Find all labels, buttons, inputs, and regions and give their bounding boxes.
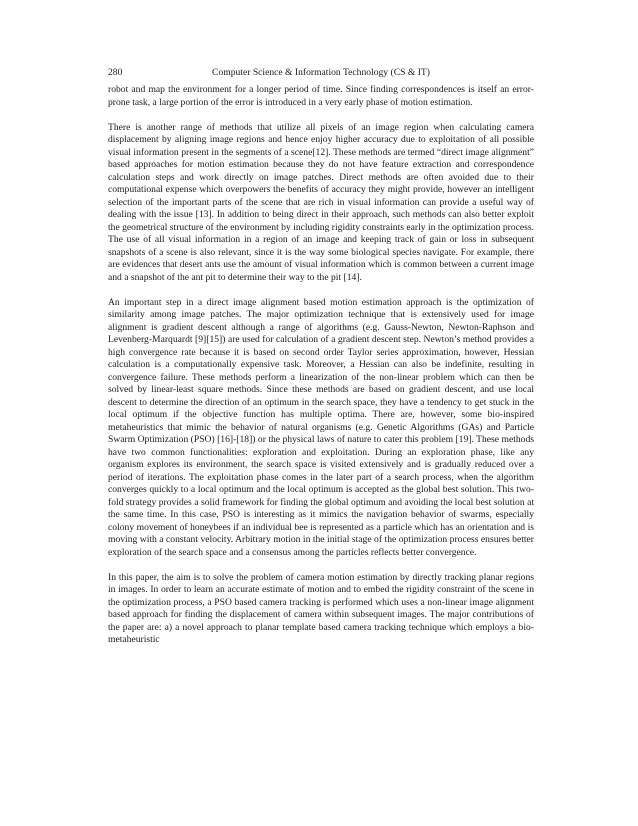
journal-name: Computer Science & Information Technology (CS & IT) (212, 67, 430, 78)
paragraph-4: In this paper, the aim is to solve the problem of camera motion estimation by directly tracking planar regions in images. In order to learn an accurate estimate of motion and to embed the rigidity constraint of the scene in the optimization process, a PSO based camera tracking is performed which uses a non-linear image alignment based approach for finding the displacement of camera within subsequent images. The major contributions of the paper are: a) a novel approach to planar template based camera tracking technique which employs a bio-metaheuristic (108, 571, 534, 645)
running-header (108, 66, 534, 79)
paragraph-2: There is another range of methods that utilize all pixels of an image region when calculating camera displacement by aligning image regions and hence enjoy higher accuracy due to exploitation of all possible visual information present in the segments of a scene[12]. These methods are termed “direct image alignment” based approaches for motion estimation because they do not have feature extraction and correspondence calculation steps and work directly on image patches. Direct methods are often avoided due to their computational expense which overpowers the benefits of accuracy they might provide, however an intelligent selection of the important parts of the scene that are rich in visual information can provide a useful way of dealing with the issue [13]. In addition to being direct in their approach, such methods can also better exploit the geometrical structure of the environment by including rigidity constraints early in the optimization process. The use of all visual information in a region of an image and keeping track of gain or loss in subsequent snapshots of a scene is also relevant, since it is the way some biological species navigate. For example, there are evidences that desert ants use the amount of visual information which is common between a current image and a snapshot of the ant pit to determine their way to the pit [14]. (108, 121, 535, 283)
paragraph-1: robot and map the environment for a longer period of time. Since finding correspondences is itself an error-prone task, a large portion of the error is introduced in a very early phase of motion estimation. (108, 84, 534, 108)
page-body (108, 66, 534, 659)
paragraph-3: An important step in a direct image alignment based motion estimation approach is the optimization of similarity among image patches. The major optimization technique that is extensively used for image alignment is gradient descent although a range of algorithms (e.g. Gauss-Newton, Newton-Raphson and Levenberg-Marquardt [9][15]) are used for calculation of a gradient descent step. Newton’s method provides a high convergence rate because it is based on second order Taylor series approximation, however, Hessian calculation is a computationally expensive task. Moreover, a Hessian can also be indefinite, resulting in convergence failure. These methods perform a linearization of the non-linear problem which can then be solved by linear-least square methods. Since these methods are based on gradient descent, and use local descent to determine the direction of an optimum in the search space, they have a tendency to get stuck in the local optimum if the objective function has multiple optima. There are, however, some bio-inspired metaheuristics that mimic the behavior of natural organisms (e.g. Genetic Algorithms (GAs) and Particle Swarm Optimization (PSO) [16]-[18]) or the physical laws of nature to cater this problem [19]. These methods have two common functionalities: exploration and exploitation. During an exploration phase, like any organism explores its environment, the search space is visited extensively and is gradually reduced over a period of iterations. The exploitation phase comes in the later part of a search process, when the algorithm converges quickly to a local optimum and the local optimum is accepted as the global best solution. This two-fold strategy provides a solid framework for finding the global optimum and avoiding the local best solution at the same time. In this case, PSO is interesting as it mimics the navigation behavior of swarms, especially colony movement of honeybees if an individual bee is represented as a particle which has an orientation and is moving with a constant velocity. Arbitrary motion in the initial stage of the optimization process ensures better exploration of the search space and a consensus among the particles reflects better convergence. (108, 296, 534, 558)
page-number: 280 (108, 67, 123, 78)
